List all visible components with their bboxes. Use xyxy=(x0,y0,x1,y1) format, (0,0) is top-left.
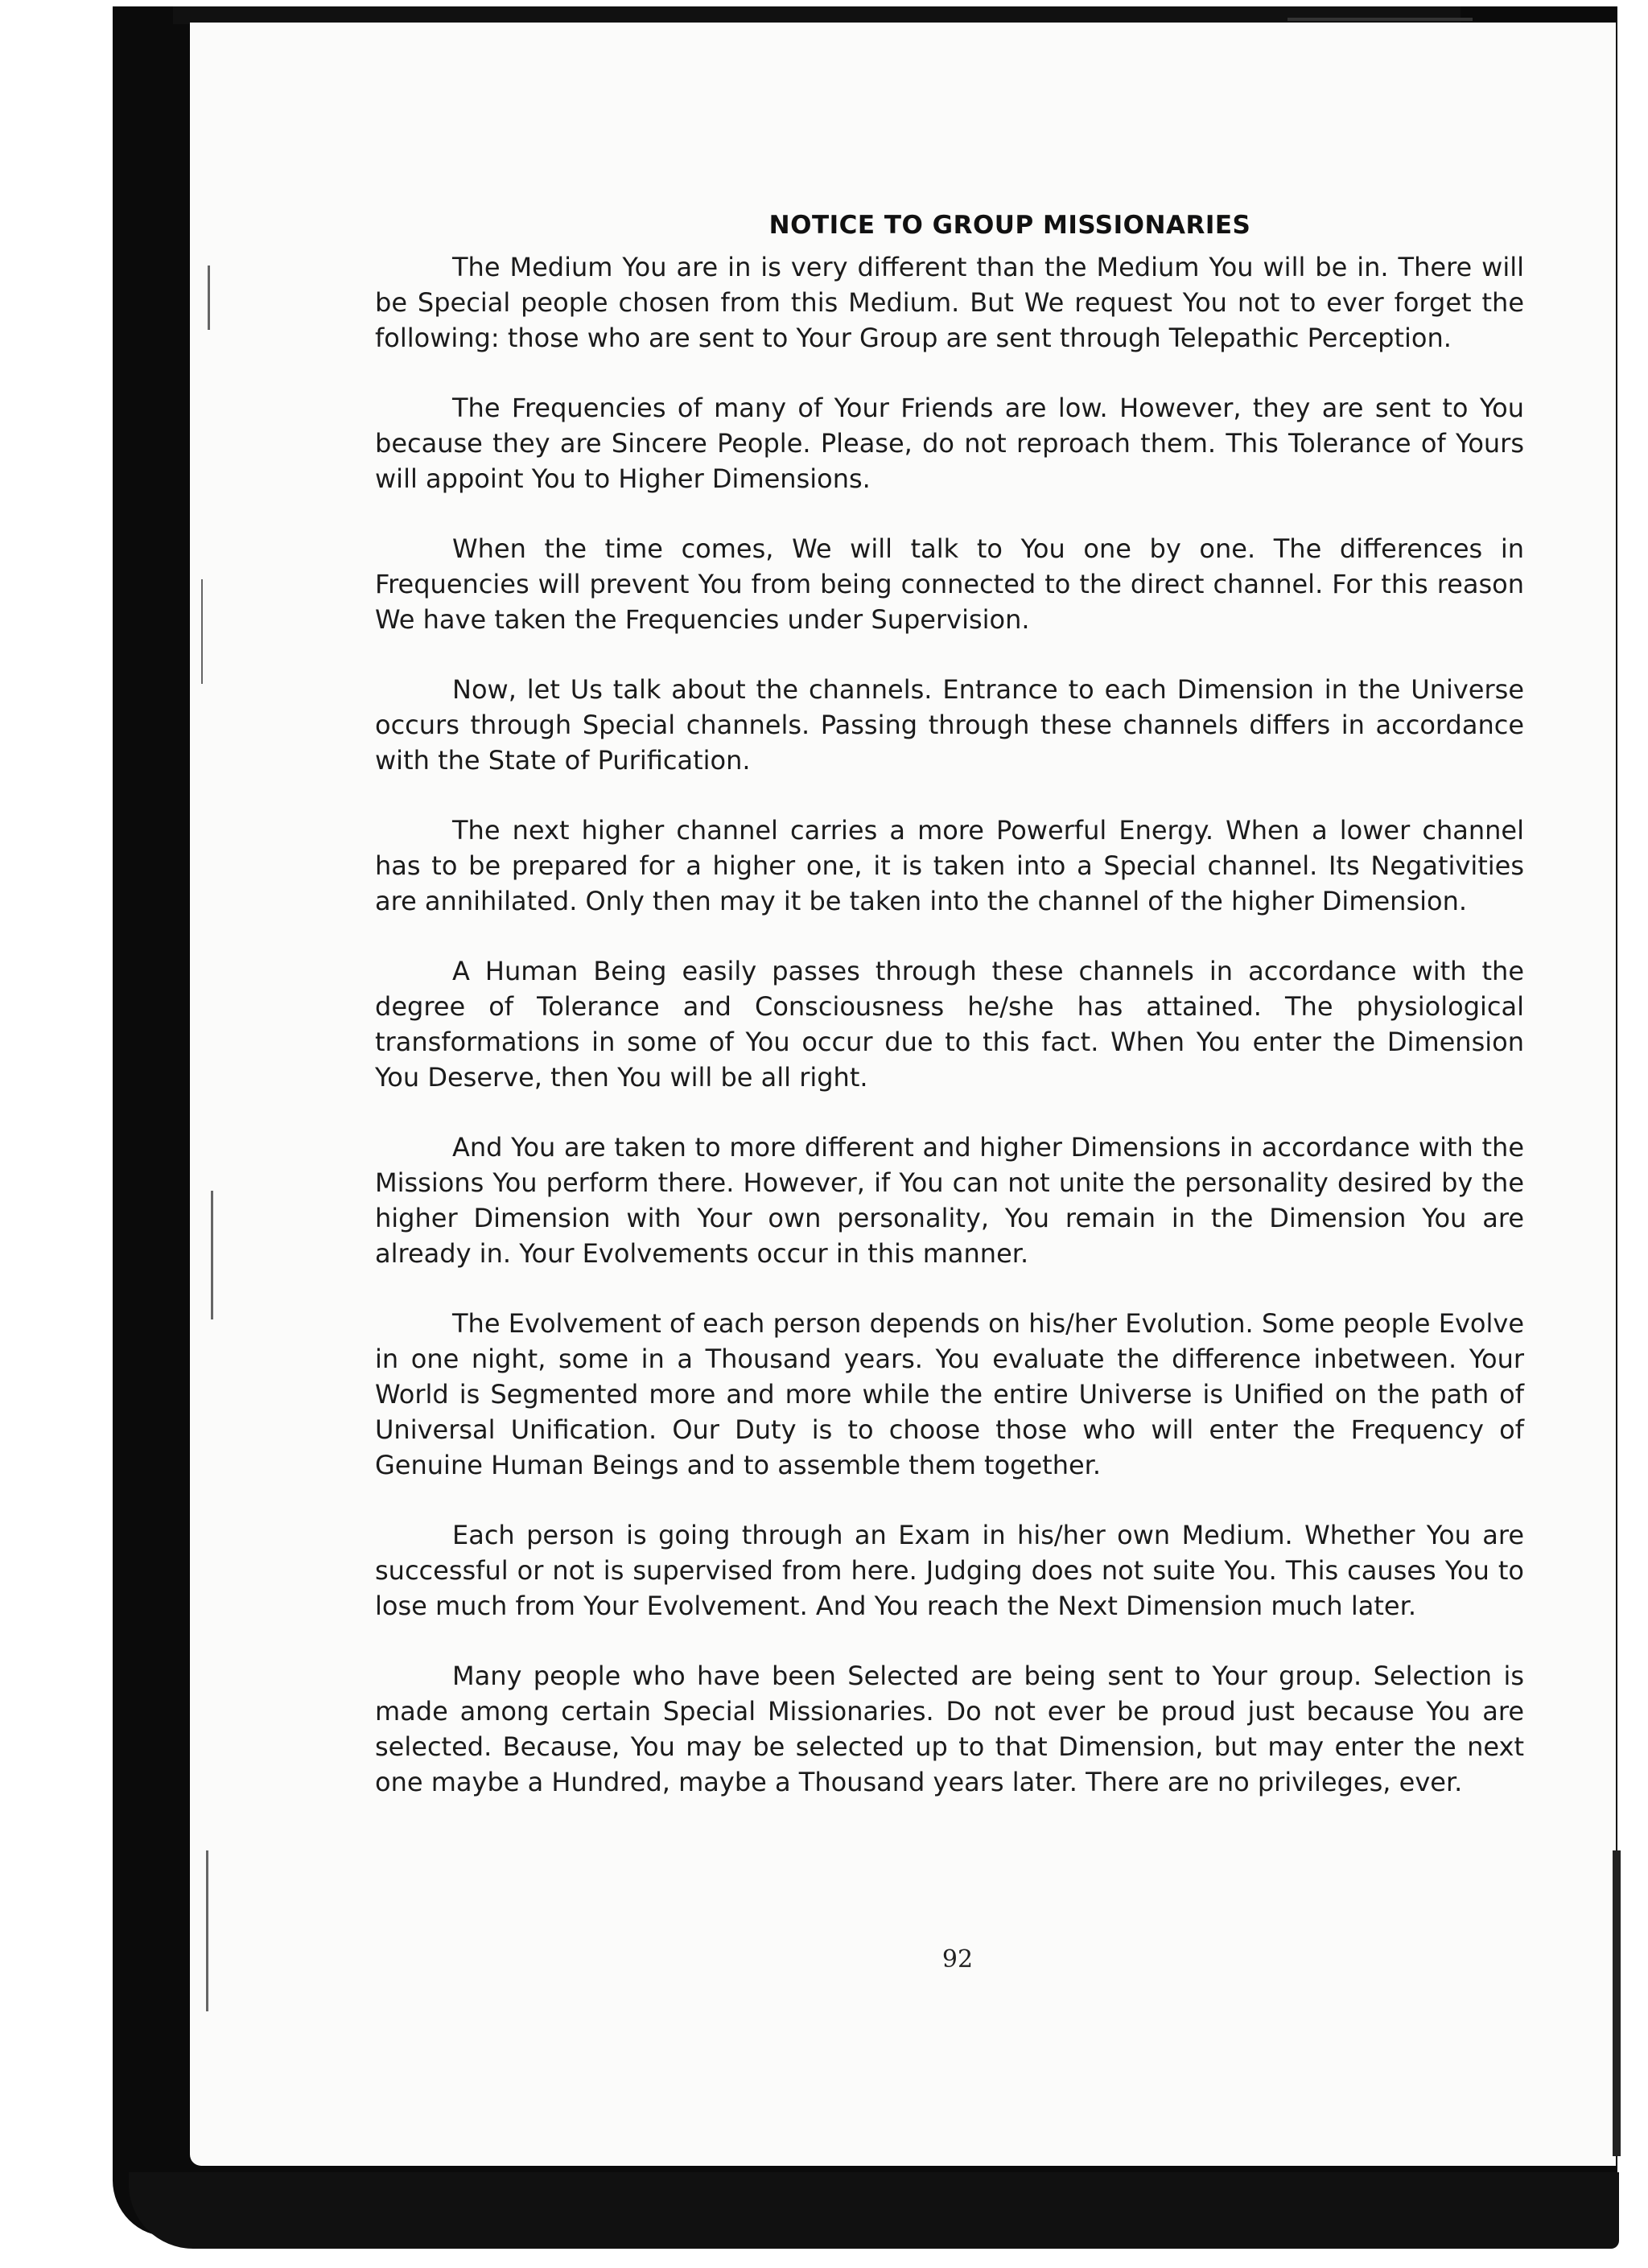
scan-mark xyxy=(201,579,203,684)
paragraph: Many people who have been Selected are being sent to Your group. Selection is made among certain Special Missionaries. Do not ever be proud just because You are selected. Because, You may be selected up to that Dimension, but may enter the next one maybe a Hundred, maybe a Thousand years later. There are no privileges, ever. xyxy=(375,1661,1524,1797)
scan-mark xyxy=(211,1191,213,1319)
paragraph: When the time comes, We will talk to You one by one. The differences in Frequencies will prevent You from being connected to the direct channel. For this reason We have taken the Frequencies under Supervision. xyxy=(375,533,1524,635)
paragraph: The Frequencies of many of Your Friends are low. However, they are sent to You because they are Sincere People. Please, do not reproach them. This Tolerance of Yours will appoint You to Higher Dimensions. xyxy=(375,393,1524,494)
page-content xyxy=(375,201,1524,1834)
paragraph: Each person is going through an Exam in his/her own Medium. Whether You are successful or not is supervised from here. Judging does not suite You. This causes You to lose much from Your Evolvement. And You reach the Next Dimension much later. xyxy=(375,1520,1524,1621)
scan-mark xyxy=(206,1850,208,2011)
paragraph: A Human Being easily passes through these channels in accordance with the degree of Tolerance and Consciousness he/she has attained. The physiological transformations in some of You occur due to this fact. When You enter the Dimension You Deserve, then You will be all right. xyxy=(375,956,1524,1093)
page-title: NOTICE TO GROUP MISSIONARIES xyxy=(768,211,1251,240)
paragraph: The Medium You are in is very different than the Medium You will be in. There will be Special people chosen from this Medium. But We request You not to ever forget the following: those who are sent to Your Group are sent through Telepathic Perception. xyxy=(375,252,1524,353)
paragraph: And You are taken to more different and higher Dimensions in accordance with the Missions You perform there. However, if You can not unite the personality desired by the higher Dimension with Your own personality, You remain in the Dimension You are already in. Your Evolvements occur in this manner. xyxy=(375,1132,1524,1269)
paragraph: The next higher channel carries a more Powerful Energy. When a lower channel has to be prepared for a higher one, it is taken into a Special channel. Its Negativities are annihilated. Only then may it be taken into the channel of the higher Dimension. xyxy=(375,815,1524,916)
scan-top-edge-tail xyxy=(1288,18,1473,21)
scan-top-edge xyxy=(173,6,1461,24)
scan-border-bottom xyxy=(129,2172,1619,2249)
paragraph: Now, let Us talk about the channels. Entrance to each Dimension in the Universe occurs through Special channels. Passing through these channels differs in accordance with the State of Purification. xyxy=(375,674,1524,776)
paragraph: The Evolvement of each person depends on his/her Evolution. Some people Evolve in one night, some in a Thousand years. You evaluate the difference inbetween. Your World is Segmented more and more while the entire Universe is Unified on the path of Universal Unification. Our Duty is to choose those who will enter the Frequency of Genuine Human Beings and to assemble them together. xyxy=(375,1308,1524,1480)
scan-right-edge xyxy=(1613,1850,1621,2156)
scan-mark xyxy=(208,265,210,330)
page-number: 92 xyxy=(941,1945,974,1974)
